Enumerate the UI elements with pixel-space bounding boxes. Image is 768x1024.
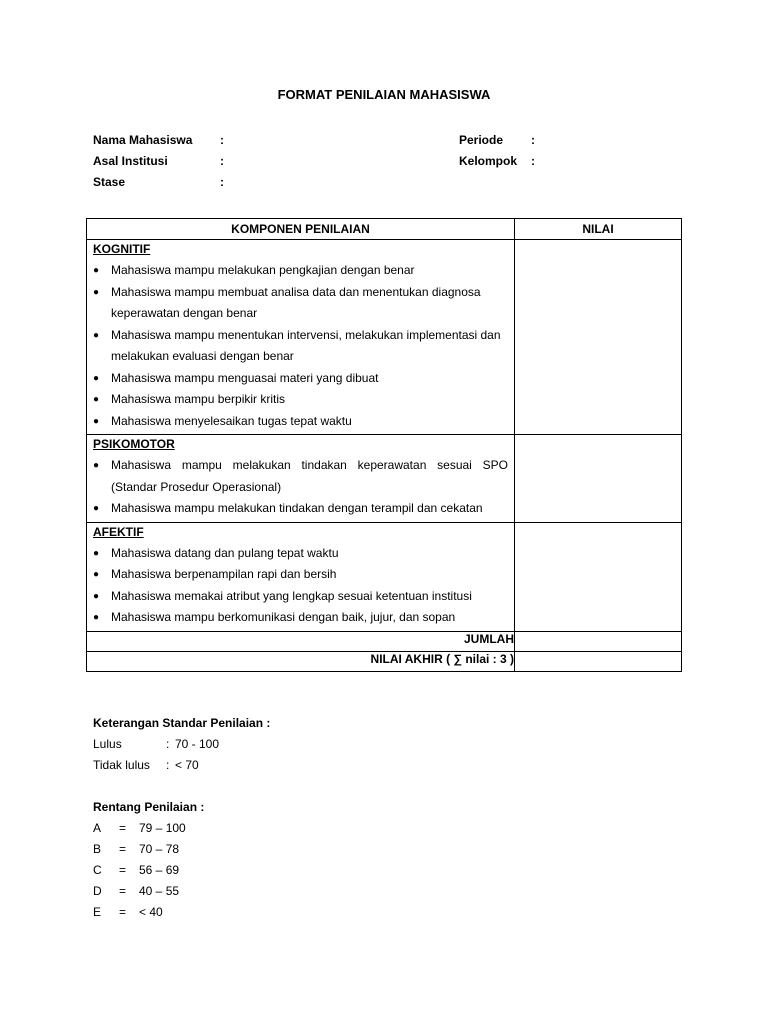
score-cell-kognitif[interactable] [515,240,682,435]
criterion-text: Mahasiswa mampu melakukan pengkajian dengan benar [111,263,415,277]
grade-sep: = [119,842,127,856]
standard-label: Lulus [93,737,122,751]
standard-sep: : [166,758,170,772]
bullet-icon: ● [93,590,100,602]
field-label-name: Nama Mahasiswa [93,133,193,147]
range-row [93,842,393,863]
field-sep: : [531,154,535,168]
sum-score-cell[interactable] [515,631,682,651]
range-row [93,905,393,926]
bullet-icon: ● [93,415,100,427]
grade-sep: = [119,884,127,898]
list-item [93,368,508,390]
grade-letter: A [93,821,102,835]
bullet-icon: ● [93,547,100,559]
grade-range-value: 56 – 69 [139,863,180,877]
bullet-icon: ● [93,372,100,384]
range-row [93,884,393,905]
bullet-icon: ● [93,286,100,298]
grade-range [93,800,393,926]
section-row-psikomotor [87,435,682,523]
section-row-afektif [87,522,682,631]
grade-range-value: 70 – 78 [139,842,180,856]
field-sep: : [531,133,535,147]
field-label-group: Kelompok [459,154,518,168]
field-sep: : [220,175,224,189]
list-item [93,498,508,520]
criterion-text: Mahasiswa mampu menguasai materi yang dibuat [111,370,379,385]
table-header-row [87,219,682,240]
field-sep: : [220,154,224,168]
grade-letter: E [93,905,102,919]
section-cell [87,240,515,435]
field-sep: : [220,133,224,147]
grade-sep: = [119,821,127,835]
grade-range-value: < 40 [139,905,163,919]
list-item [93,282,508,325]
list-item [93,455,508,498]
grade-sep: = [119,905,127,919]
standard-sep: : [166,737,170,751]
bullet-icon: ● [93,460,100,471]
bullet-icon: ● [93,329,100,341]
standard-heading: Keterangan Standar Penilaian : [93,716,271,730]
criterion-text: Mahasiswa mampu berkomunikasi dengan baik, jujur, dan sopan [111,610,456,624]
list-item [93,260,508,282]
standard-value: < 70 [175,758,199,772]
section-title-afektif: AFEKTIF [93,524,144,539]
section-cell [87,522,515,631]
field-row-name [93,133,693,149]
column-header-component: KOMPONEN PENILAIAN [87,219,515,240]
criteria-list [87,455,514,522]
bullet-icon: ● [93,612,100,623]
standard-row [93,737,393,758]
criterion-text: Mahasiswa berpenampilan rapi dan bersih [111,567,337,581]
field-label-period: Periode [459,133,504,147]
bullet-icon: ● [93,394,100,405]
criterion-text: Mahasiswa mampu melakukan tindakan dengan terampil dan cekatan [111,501,483,515]
criterion-text: Mahasiswa mampu membuat analisa data dan menentukan diagnosa keperawatan dengan benar [111,284,481,320]
grade-range-value: 40 – 55 [139,884,180,898]
standard-label: Tidak lulus [93,758,150,772]
criterion-text: Mahasiswa mampu melakukan tindakan keperawatan sesuai SPO (Standar Prosedur Operasional) [111,458,508,494]
range-row [93,863,393,884]
list-item [93,411,508,433]
criteria-list [87,260,514,434]
bullet-icon: ● [93,569,100,580]
final-score-cell[interactable] [515,651,682,671]
section-cell [87,435,515,523]
list-item [93,325,508,368]
section-title-kognitif: KOGNITIF [93,242,151,256]
bullet-icon: ● [93,503,100,514]
section-title-psikomotor: PSIKOMOTOR [93,437,175,451]
sum-label: JUMLAH [87,631,515,651]
criteria-list [87,543,514,631]
grade-range-value: 79 – 100 [139,821,186,835]
list-item [93,564,508,586]
criterion-text: Mahasiswa datang dan pulang tepat waktu [111,545,339,560]
field-label-institution: Asal Institusi [93,154,168,168]
final-score-label: NILAI AKHIR ( ∑ nilai : 3 ) [87,651,515,671]
criterion-text: Mahasiswa mampu menentukan intervensi, melakukan implementasi dan melakukan evaluasi dengan benar [111,327,501,363]
grade-letter: D [93,884,102,898]
bullet-icon: ● [93,265,100,276]
criterion-text: Mahasiswa menyelesaikan tugas tepat waktu [111,413,352,428]
list-item [93,586,508,608]
range-heading: Rentang Penilaian : [93,800,205,814]
standard-row [93,758,393,779]
assessment-table [86,218,682,672]
section-row-kognitif [87,240,682,435]
list-item [93,389,508,411]
grade-letter: C [93,863,102,877]
criterion-text: Mahasiswa memakai atribut yang lengkap sesuai ketentuan institusi [111,588,472,603]
field-row-stase [93,175,693,191]
grade-letter: B [93,842,102,856]
grade-sep: = [119,863,127,877]
column-header-score: NILAI [515,219,682,240]
list-item [93,607,508,629]
score-cell-afektif[interactable] [515,522,682,631]
field-row-institution [93,154,693,170]
score-cell-psikomotor[interactable] [515,435,682,523]
criterion-text: Mahasiswa mampu berpikir kritis [111,392,286,406]
list-item [93,543,508,565]
sum-row [87,631,682,651]
field-label-stase: Stase [93,175,126,189]
standard-notes [93,716,393,779]
range-row [93,821,393,842]
document-title: FORMAT PENILAIAN MAHASISWA [277,87,491,102]
standard-value: 70 - 100 [175,737,220,751]
final-row [87,651,682,671]
